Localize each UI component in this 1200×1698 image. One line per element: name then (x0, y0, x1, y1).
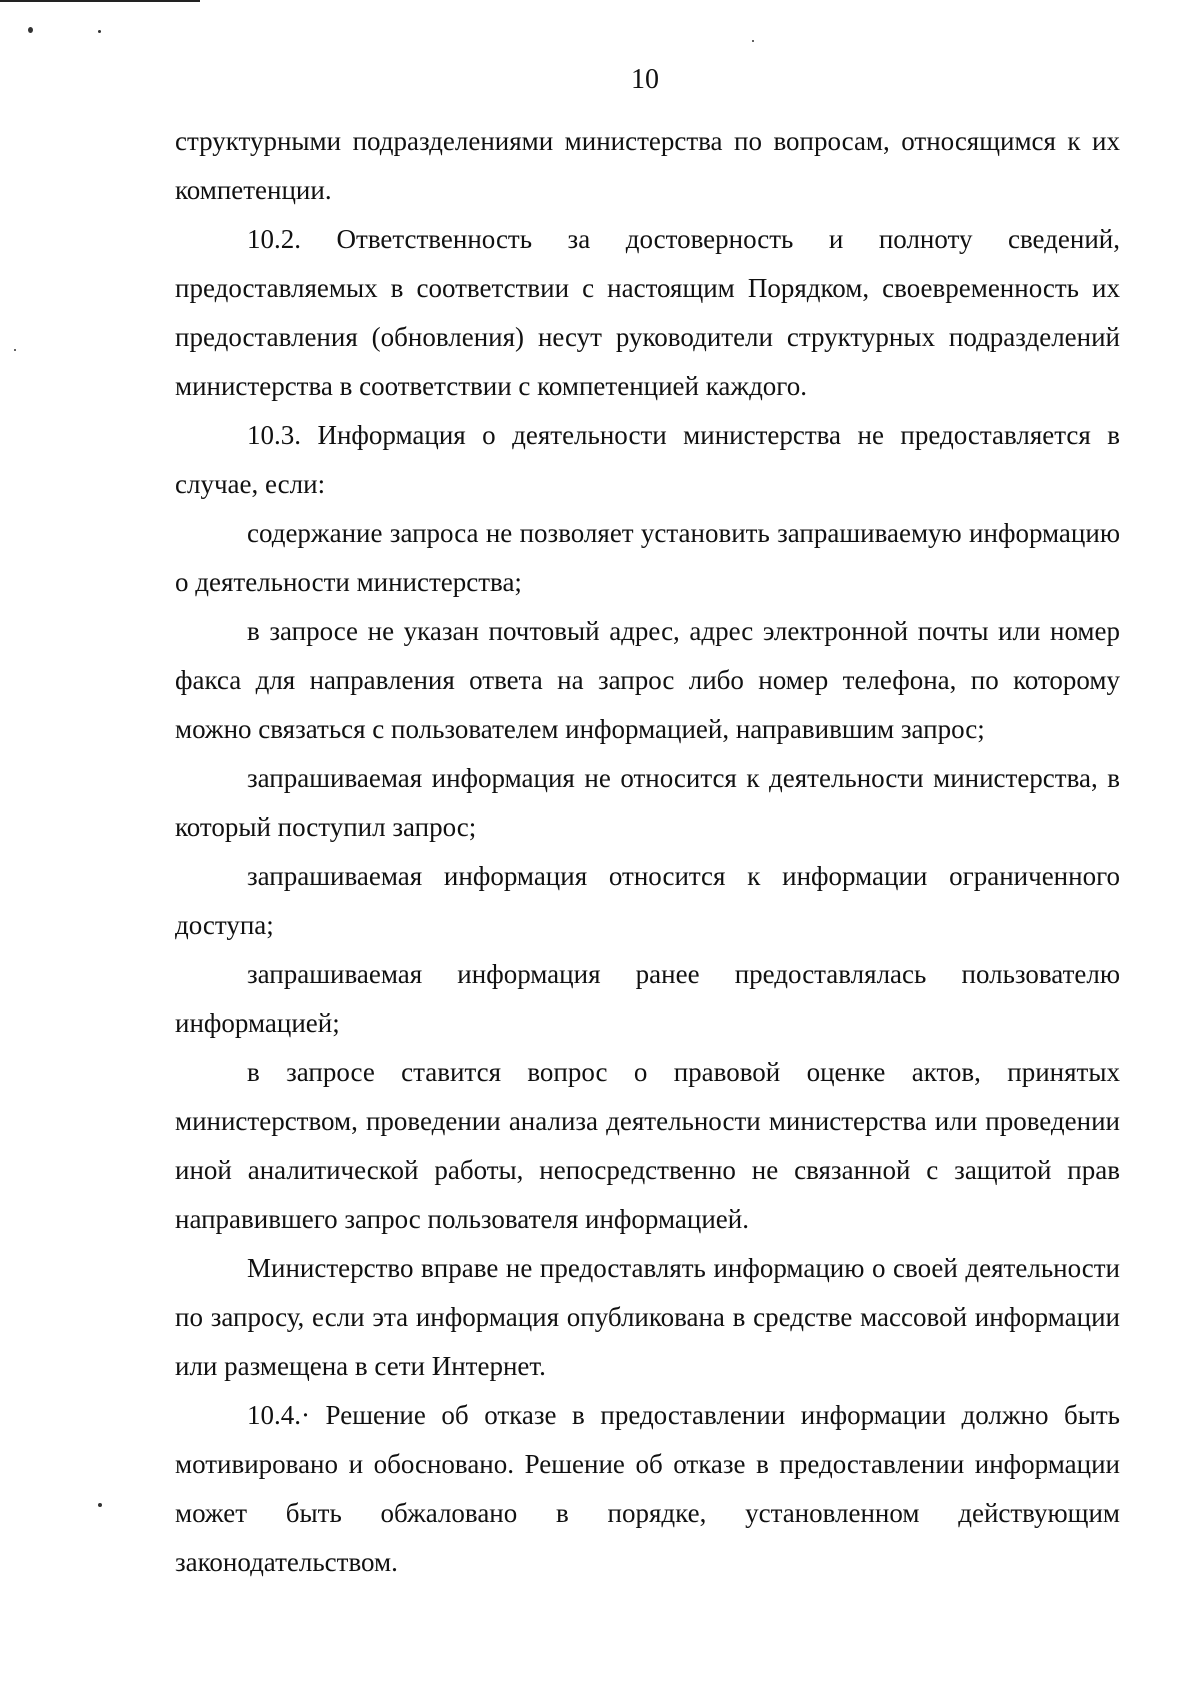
paragraph: 10.4.· Решение об отказе в предоставлении информации должно быть мотивировано и обосновано. Решение об отказе в предоставлении информации может быть обжаловано в порядке, установленном действующим законодательством. (175, 1400, 1120, 1577)
scan-speck (752, 40, 754, 42)
paragraph: запрашиваемая информация ранее предоставлялась пользователю информацией; (175, 959, 1120, 1038)
document-body (175, 117, 1120, 1587)
paragraph: Министерство вправе не предоставлять информацию о своей деятельности по запросу, если эта информация опубликована в средстве массовой информации или размещена в сети Интернет. (175, 1253, 1120, 1381)
scan-speck (14, 349, 16, 351)
scan-speck (98, 30, 101, 33)
paragraph: 10.3. Информация о деятельности министерства не предоставляется в случае, если: (175, 420, 1120, 499)
paragraph: содержание запроса не позволяет установить запрашиваемую информацию о деятельности министерства; (175, 518, 1120, 597)
scan-speck (28, 27, 33, 33)
paragraph: 10.2. Ответственность за достоверность и полноту сведений, предоставляемых в соответствии с настоящим Порядком, своевременность их предоставления (обновления) несут руководители структурных подразделений министерства в соответствии с компетенцией каждого. (175, 224, 1120, 401)
scan-speck (98, 1503, 102, 1507)
paragraph: запрашиваемая информация относится к информации ограниченного доступа; (175, 861, 1120, 940)
paragraph: в запросе ставится вопрос о правовой оценке актов, принятых министерством, проведении анализа деятельности министерства или проведении иной аналитической работы, непосредственно не связанной с защитой прав направившего запрос пользователя информацией. (175, 1057, 1120, 1234)
paragraph: в запросе не указан почтовый адрес, адрес электронной почты или номер факса для направления ответа на запрос либо номер телефона, по которому можно связаться с пользователем информацией, направившим запрос; (175, 616, 1120, 744)
paragraph: структурными подразделениями министерства по вопросам, относящимся к их компетенции. (175, 126, 1120, 205)
scan-edge-line (0, 0, 200, 2)
page-number: 10 (631, 64, 659, 95)
paragraph: запрашиваемая информация не относится к деятельности министерства, в который поступил запрос; (175, 763, 1120, 842)
